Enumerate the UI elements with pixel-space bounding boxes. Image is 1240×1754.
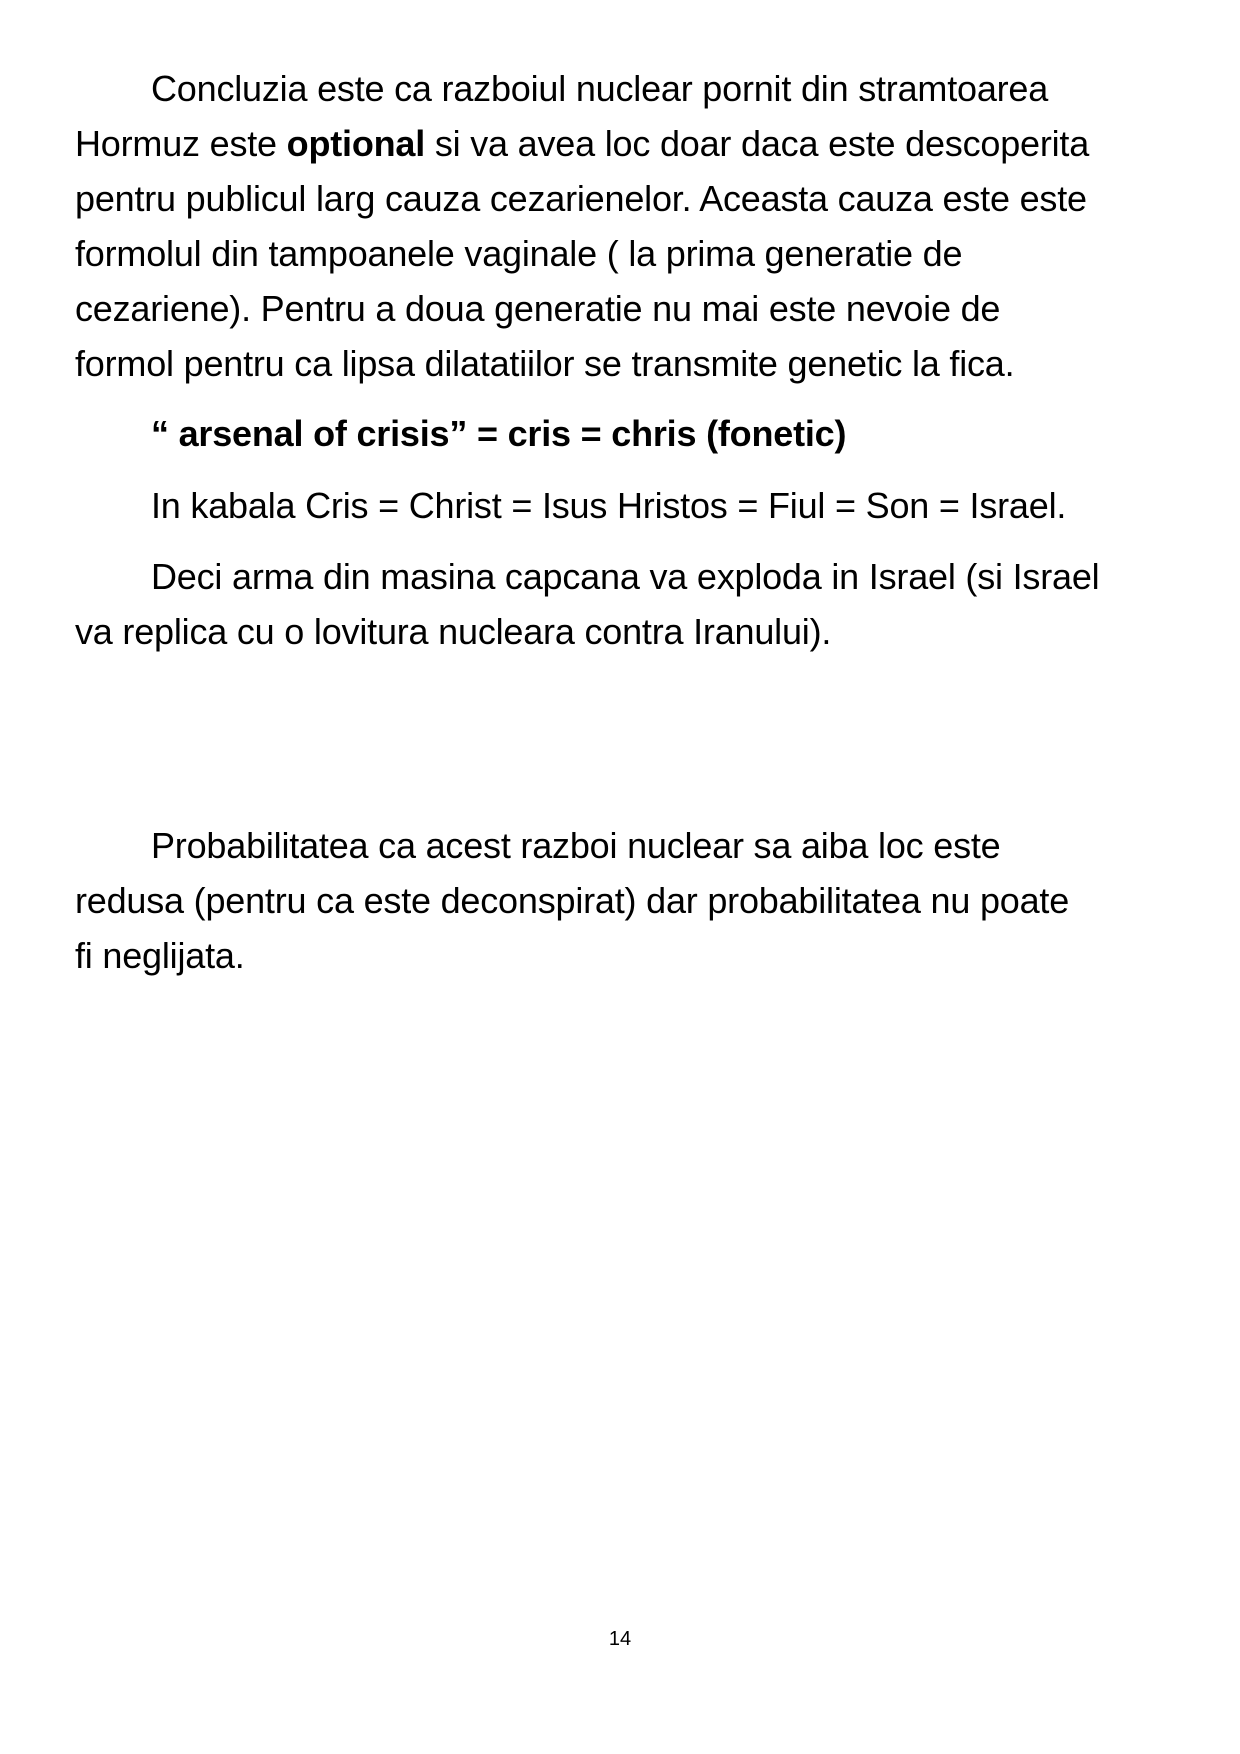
bold-word-optional: optional xyxy=(286,123,426,164)
paragraph-line: redusa (pentru ca este deconspirat) dar probabilitatea nu poate xyxy=(75,880,1070,921)
text-run: si va avea loc doar daca este descoperita xyxy=(425,123,1090,164)
paragraph-arsenal xyxy=(75,406,1175,461)
paragraph-line: formol pentru ca lipsa dilatatiilor se transmite genetic la fica. xyxy=(75,343,1015,384)
paragraph-line xyxy=(75,116,1175,171)
paragraph-probability xyxy=(75,818,1175,983)
text-run: Hormuz este xyxy=(75,123,287,164)
paragraph-line: Probabilitatea ca acest razboi nuclear sa aiba loc este xyxy=(151,825,1001,866)
paragraph-line: Deci arma din masina capcana va exploda in Israel (si Israel xyxy=(151,556,1100,597)
paragraph-conclusion xyxy=(75,61,1175,391)
arsenal-line: “ arsenal of crisis” = cris = chris (fonetic) xyxy=(151,413,847,454)
paragraph-line: formolul din tampoanele vaginale ( la prima generatie de xyxy=(75,233,963,274)
paragraph-line: pentru publicul larg cauza cezarienelor. Aceasta cauza este este xyxy=(75,178,1087,219)
paragraph-line: fi neglijata. xyxy=(75,935,245,976)
paragraph-weapon xyxy=(75,549,1175,659)
paragraph-kabala xyxy=(75,478,1175,533)
page-number: 14 xyxy=(608,1628,632,1650)
kabala-line: In kabala Cris = Christ = Isus Hristos = Fiul = Son = Israel. xyxy=(151,485,1067,526)
paragraph-line: cezariene). Pentru a doua generatie nu mai este nevoie de xyxy=(75,288,1001,329)
paragraph-line: va replica cu o lovitura nucleara contra Iranului). xyxy=(75,611,832,652)
paragraph-line: Concluzia este ca razboiul nuclear pornit din stramtoarea xyxy=(151,68,1049,109)
